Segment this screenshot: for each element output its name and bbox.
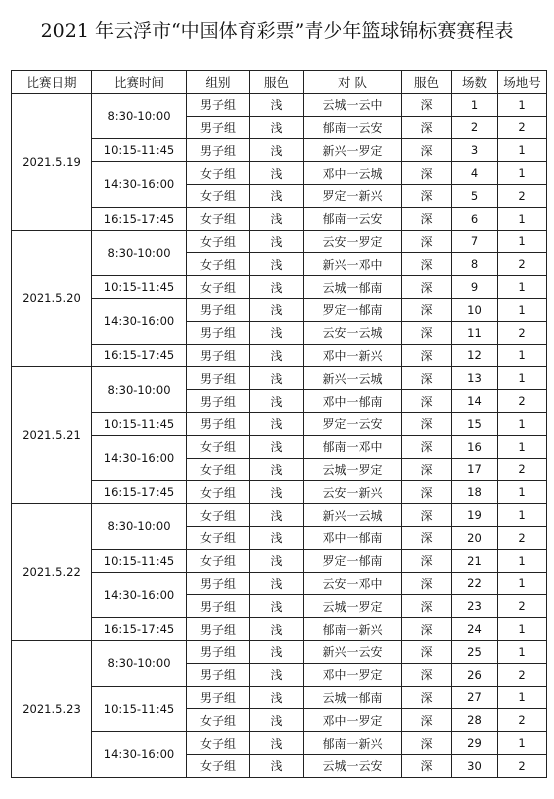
time-cell: 10:15-11:45 bbox=[92, 412, 187, 435]
match-cell: 云安一邓中 bbox=[304, 572, 402, 595]
court-number-cell: 1 bbox=[498, 230, 547, 253]
home-color-cell: 浅 bbox=[250, 298, 304, 321]
group-cell: 女子组 bbox=[187, 207, 250, 230]
home-color-cell: 浅 bbox=[250, 230, 304, 253]
table-row bbox=[12, 481, 547, 504]
home-color-cell: 浅 bbox=[250, 549, 304, 572]
away-color-cell: 深 bbox=[402, 412, 452, 435]
group-cell: 女子组 bbox=[187, 253, 250, 276]
time-cell: 16:15-17:45 bbox=[92, 618, 187, 641]
game-number-cell: 20 bbox=[452, 526, 498, 549]
court-number-cell: 1 bbox=[498, 207, 547, 230]
court-number-cell: 1 bbox=[498, 298, 547, 321]
table-row bbox=[12, 732, 547, 755]
header-time: 比赛时间 bbox=[92, 71, 187, 94]
court-number-cell: 1 bbox=[498, 162, 547, 185]
date-cell: 2021.5.20 bbox=[12, 230, 92, 367]
match-cell: 罗定一郁南 bbox=[304, 549, 402, 572]
match-cell: 郁南一新兴 bbox=[304, 618, 402, 641]
group-cell: 男子组 bbox=[187, 390, 250, 413]
game-number-cell: 29 bbox=[452, 732, 498, 755]
game-number-cell: 19 bbox=[452, 504, 498, 527]
home-color-cell: 浅 bbox=[250, 207, 304, 230]
header-group: 组别 bbox=[187, 71, 250, 94]
home-color-cell: 浅 bbox=[250, 526, 304, 549]
table-row bbox=[12, 139, 547, 162]
time-cell: 14:30-16:00 bbox=[92, 162, 187, 208]
home-color-cell: 浅 bbox=[250, 412, 304, 435]
home-color-cell: 浅 bbox=[250, 595, 304, 618]
group-cell: 女子组 bbox=[187, 162, 250, 185]
table-row bbox=[12, 298, 547, 321]
table-row bbox=[12, 549, 547, 572]
table-row bbox=[12, 230, 547, 253]
group-cell: 男子组 bbox=[187, 93, 250, 116]
game-number-cell: 7 bbox=[452, 230, 498, 253]
home-color-cell: 浅 bbox=[250, 367, 304, 390]
match-cell: 云城一郁南 bbox=[304, 276, 402, 299]
table-row bbox=[12, 412, 547, 435]
court-number-cell: 2 bbox=[498, 321, 547, 344]
game-number-cell: 22 bbox=[452, 572, 498, 595]
home-color-cell: 浅 bbox=[250, 663, 304, 686]
match-cell: 郁南一云安 bbox=[304, 116, 402, 139]
match-cell: 云安一云城 bbox=[304, 321, 402, 344]
away-color-cell: 深 bbox=[402, 504, 452, 527]
header-court-no: 场地号 bbox=[498, 71, 547, 94]
header-game-no: 场数 bbox=[452, 71, 498, 94]
home-color-cell: 浅 bbox=[250, 754, 304, 777]
group-cell: 男子组 bbox=[187, 344, 250, 367]
header-color-away: 服色 bbox=[402, 71, 452, 94]
table-row bbox=[12, 686, 547, 709]
time-cell: 8:30-10:00 bbox=[92, 230, 187, 276]
court-number-cell: 1 bbox=[498, 640, 547, 663]
group-cell: 男子组 bbox=[187, 686, 250, 709]
away-color-cell: 深 bbox=[402, 116, 452, 139]
game-number-cell: 3 bbox=[452, 139, 498, 162]
home-color-cell: 浅 bbox=[250, 344, 304, 367]
table-row bbox=[12, 435, 547, 458]
court-number-cell: 1 bbox=[498, 344, 547, 367]
date-cell: 2021.5.19 bbox=[12, 93, 92, 230]
date-cell: 2021.5.23 bbox=[12, 640, 92, 777]
time-cell: 14:30-16:00 bbox=[92, 435, 187, 481]
court-number-cell: 1 bbox=[498, 276, 547, 299]
home-color-cell: 浅 bbox=[250, 321, 304, 344]
away-color-cell: 深 bbox=[402, 344, 452, 367]
away-color-cell: 深 bbox=[402, 640, 452, 663]
header-color-home: 服色 bbox=[250, 71, 304, 94]
court-number-cell: 1 bbox=[498, 139, 547, 162]
match-cell: 邓中一罗定 bbox=[304, 663, 402, 686]
schedule-body bbox=[12, 93, 547, 777]
page-title: 2021 年云浮市“中国体育彩票”青少年篮球锦标赛赛程表 bbox=[40, 20, 514, 42]
table-row bbox=[12, 618, 547, 641]
home-color-cell: 浅 bbox=[250, 139, 304, 162]
group-cell: 男子组 bbox=[187, 618, 250, 641]
game-number-cell: 9 bbox=[452, 276, 498, 299]
game-number-cell: 2 bbox=[452, 116, 498, 139]
home-color-cell: 浅 bbox=[250, 253, 304, 276]
home-color-cell: 浅 bbox=[250, 481, 304, 504]
group-cell: 女子组 bbox=[187, 230, 250, 253]
game-number-cell: 12 bbox=[452, 344, 498, 367]
court-number-cell: 1 bbox=[498, 732, 547, 755]
away-color-cell: 深 bbox=[402, 207, 452, 230]
game-number-cell: 16 bbox=[452, 435, 498, 458]
match-cell: 云安一新兴 bbox=[304, 481, 402, 504]
away-color-cell: 深 bbox=[402, 93, 452, 116]
away-color-cell: 深 bbox=[402, 595, 452, 618]
away-color-cell: 深 bbox=[402, 435, 452, 458]
game-number-cell: 25 bbox=[452, 640, 498, 663]
group-cell: 男子组 bbox=[187, 321, 250, 344]
home-color-cell: 浅 bbox=[250, 504, 304, 527]
group-cell: 女子组 bbox=[187, 504, 250, 527]
time-cell: 8:30-10:00 bbox=[92, 93, 187, 139]
home-color-cell: 浅 bbox=[250, 435, 304, 458]
away-color-cell: 深 bbox=[402, 549, 452, 572]
time-cell: 14:30-16:00 bbox=[92, 572, 187, 618]
court-number-cell: 2 bbox=[498, 253, 547, 276]
time-cell: 14:30-16:00 bbox=[92, 732, 187, 778]
court-number-cell: 2 bbox=[498, 595, 547, 618]
table-row bbox=[12, 367, 547, 390]
away-color-cell: 深 bbox=[402, 253, 452, 276]
game-number-cell: 21 bbox=[452, 549, 498, 572]
game-number-cell: 4 bbox=[452, 162, 498, 185]
away-color-cell: 深 bbox=[402, 526, 452, 549]
away-color-cell: 深 bbox=[402, 276, 452, 299]
match-cell: 云城一郁南 bbox=[304, 686, 402, 709]
court-number-cell: 1 bbox=[498, 618, 547, 641]
game-number-cell: 10 bbox=[452, 298, 498, 321]
match-cell: 罗定一郁南 bbox=[304, 298, 402, 321]
game-number-cell: 27 bbox=[452, 686, 498, 709]
schedule-table bbox=[11, 70, 547, 778]
match-cell: 云城一罗定 bbox=[304, 595, 402, 618]
match-cell: 郁南一云安 bbox=[304, 207, 402, 230]
away-color-cell: 深 bbox=[402, 321, 452, 344]
time-cell: 16:15-17:45 bbox=[92, 344, 187, 367]
game-number-cell: 15 bbox=[452, 412, 498, 435]
group-cell: 男子组 bbox=[187, 367, 250, 390]
away-color-cell: 深 bbox=[402, 390, 452, 413]
game-number-cell: 30 bbox=[452, 754, 498, 777]
group-cell: 女子组 bbox=[187, 526, 250, 549]
time-cell: 10:15-11:45 bbox=[92, 686, 187, 732]
court-number-cell: 1 bbox=[498, 93, 547, 116]
away-color-cell: 深 bbox=[402, 298, 452, 321]
match-cell: 邓中一郁南 bbox=[304, 390, 402, 413]
court-number-cell: 1 bbox=[498, 686, 547, 709]
match-cell: 新兴一云城 bbox=[304, 367, 402, 390]
away-color-cell: 深 bbox=[402, 754, 452, 777]
home-color-cell: 浅 bbox=[250, 686, 304, 709]
court-number-cell: 2 bbox=[498, 754, 547, 777]
table-row bbox=[12, 162, 547, 185]
group-cell: 女子组 bbox=[187, 732, 250, 755]
court-number-cell: 2 bbox=[498, 709, 547, 732]
match-cell: 新兴一云安 bbox=[304, 640, 402, 663]
match-cell: 云城一云安 bbox=[304, 754, 402, 777]
away-color-cell: 深 bbox=[402, 709, 452, 732]
time-cell: 16:15-17:45 bbox=[92, 481, 187, 504]
game-number-cell: 23 bbox=[452, 595, 498, 618]
court-number-cell: 1 bbox=[498, 481, 547, 504]
game-number-cell: 18 bbox=[452, 481, 498, 504]
time-cell: 14:30-16:00 bbox=[92, 298, 187, 344]
court-number-cell: 1 bbox=[498, 572, 547, 595]
match-cell: 罗定一云安 bbox=[304, 412, 402, 435]
game-number-cell: 28 bbox=[452, 709, 498, 732]
away-color-cell: 深 bbox=[402, 184, 452, 207]
game-number-cell: 8 bbox=[452, 253, 498, 276]
date-cell: 2021.5.22 bbox=[12, 504, 92, 641]
away-color-cell: 深 bbox=[402, 230, 452, 253]
home-color-cell: 浅 bbox=[250, 709, 304, 732]
group-cell: 男子组 bbox=[187, 298, 250, 321]
match-cell: 新兴一云城 bbox=[304, 504, 402, 527]
home-color-cell: 浅 bbox=[250, 390, 304, 413]
away-color-cell: 深 bbox=[402, 139, 452, 162]
time-cell: 8:30-10:00 bbox=[92, 504, 187, 550]
match-cell: 新兴一罗定 bbox=[304, 139, 402, 162]
game-number-cell: 17 bbox=[452, 458, 498, 481]
match-cell: 云城一云中 bbox=[304, 93, 402, 116]
group-cell: 女子组 bbox=[187, 549, 250, 572]
away-color-cell: 深 bbox=[402, 367, 452, 390]
match-cell: 邓中一罗定 bbox=[304, 709, 402, 732]
match-cell: 罗定一新兴 bbox=[304, 184, 402, 207]
table-row bbox=[12, 504, 547, 527]
court-number-cell: 2 bbox=[498, 184, 547, 207]
match-cell: 新兴一邓中 bbox=[304, 253, 402, 276]
home-color-cell: 浅 bbox=[250, 93, 304, 116]
game-number-cell: 13 bbox=[452, 367, 498, 390]
group-cell: 男子组 bbox=[187, 663, 250, 686]
table-row bbox=[12, 640, 547, 663]
away-color-cell: 深 bbox=[402, 663, 452, 686]
time-cell: 10:15-11:45 bbox=[92, 549, 187, 572]
date-cell: 2021.5.21 bbox=[12, 367, 92, 504]
home-color-cell: 浅 bbox=[250, 640, 304, 663]
time-cell: 10:15-11:45 bbox=[92, 139, 187, 162]
game-number-cell: 14 bbox=[452, 390, 498, 413]
group-cell: 女子组 bbox=[187, 435, 250, 458]
group-cell: 男子组 bbox=[187, 116, 250, 139]
game-number-cell: 1 bbox=[452, 93, 498, 116]
time-cell: 16:15-17:45 bbox=[92, 207, 187, 230]
group-cell: 男子组 bbox=[187, 595, 250, 618]
match-cell: 邓中一新兴 bbox=[304, 344, 402, 367]
table-row bbox=[12, 207, 547, 230]
home-color-cell: 浅 bbox=[250, 184, 304, 207]
away-color-cell: 深 bbox=[402, 732, 452, 755]
match-cell: 邓中一云城 bbox=[304, 162, 402, 185]
table-row bbox=[12, 276, 547, 299]
group-cell: 男子组 bbox=[187, 572, 250, 595]
court-number-cell: 1 bbox=[498, 435, 547, 458]
court-number-cell: 1 bbox=[498, 549, 547, 572]
group-cell: 女子组 bbox=[187, 276, 250, 299]
match-cell: 云城一罗定 bbox=[304, 458, 402, 481]
group-cell: 女子组 bbox=[187, 458, 250, 481]
group-cell: 女子组 bbox=[187, 709, 250, 732]
group-cell: 男子组 bbox=[187, 139, 250, 162]
header-row bbox=[12, 71, 547, 94]
header-date: 比赛日期 bbox=[12, 71, 92, 94]
table-row bbox=[12, 344, 547, 367]
header-match: 对 队 bbox=[304, 71, 402, 94]
court-number-cell: 2 bbox=[498, 116, 547, 139]
time-cell: 8:30-10:00 bbox=[92, 640, 187, 686]
table-row bbox=[12, 93, 547, 116]
away-color-cell: 深 bbox=[402, 481, 452, 504]
away-color-cell: 深 bbox=[402, 686, 452, 709]
match-cell: 郁南一邓中 bbox=[304, 435, 402, 458]
away-color-cell: 深 bbox=[402, 162, 452, 185]
group-cell: 女子组 bbox=[187, 184, 250, 207]
away-color-cell: 深 bbox=[402, 458, 452, 481]
time-cell: 10:15-11:45 bbox=[92, 276, 187, 299]
game-number-cell: 5 bbox=[452, 184, 498, 207]
match-cell: 云安一罗定 bbox=[304, 230, 402, 253]
away-color-cell: 深 bbox=[402, 572, 452, 595]
court-number-cell: 2 bbox=[498, 663, 547, 686]
court-number-cell: 1 bbox=[498, 367, 547, 390]
court-number-cell: 2 bbox=[498, 458, 547, 481]
court-number-cell: 1 bbox=[498, 504, 547, 527]
court-number-cell: 2 bbox=[498, 390, 547, 413]
group-cell: 女子组 bbox=[187, 754, 250, 777]
home-color-cell: 浅 bbox=[250, 732, 304, 755]
game-number-cell: 6 bbox=[452, 207, 498, 230]
home-color-cell: 浅 bbox=[250, 618, 304, 641]
match-cell: 邓中一郁南 bbox=[304, 526, 402, 549]
time-cell: 8:30-10:00 bbox=[92, 367, 187, 413]
game-number-cell: 24 bbox=[452, 618, 498, 641]
court-number-cell: 2 bbox=[498, 526, 547, 549]
match-cell: 郁南一新兴 bbox=[304, 732, 402, 755]
home-color-cell: 浅 bbox=[250, 162, 304, 185]
group-cell: 女子组 bbox=[187, 481, 250, 504]
home-color-cell: 浅 bbox=[250, 116, 304, 139]
home-color-cell: 浅 bbox=[250, 572, 304, 595]
court-number-cell: 1 bbox=[498, 412, 547, 435]
home-color-cell: 浅 bbox=[250, 458, 304, 481]
group-cell: 男子组 bbox=[187, 412, 250, 435]
game-number-cell: 11 bbox=[452, 321, 498, 344]
table-row bbox=[12, 572, 547, 595]
home-color-cell: 浅 bbox=[250, 276, 304, 299]
game-number-cell: 26 bbox=[452, 663, 498, 686]
group-cell: 男子组 bbox=[187, 640, 250, 663]
away-color-cell: 深 bbox=[402, 618, 452, 641]
